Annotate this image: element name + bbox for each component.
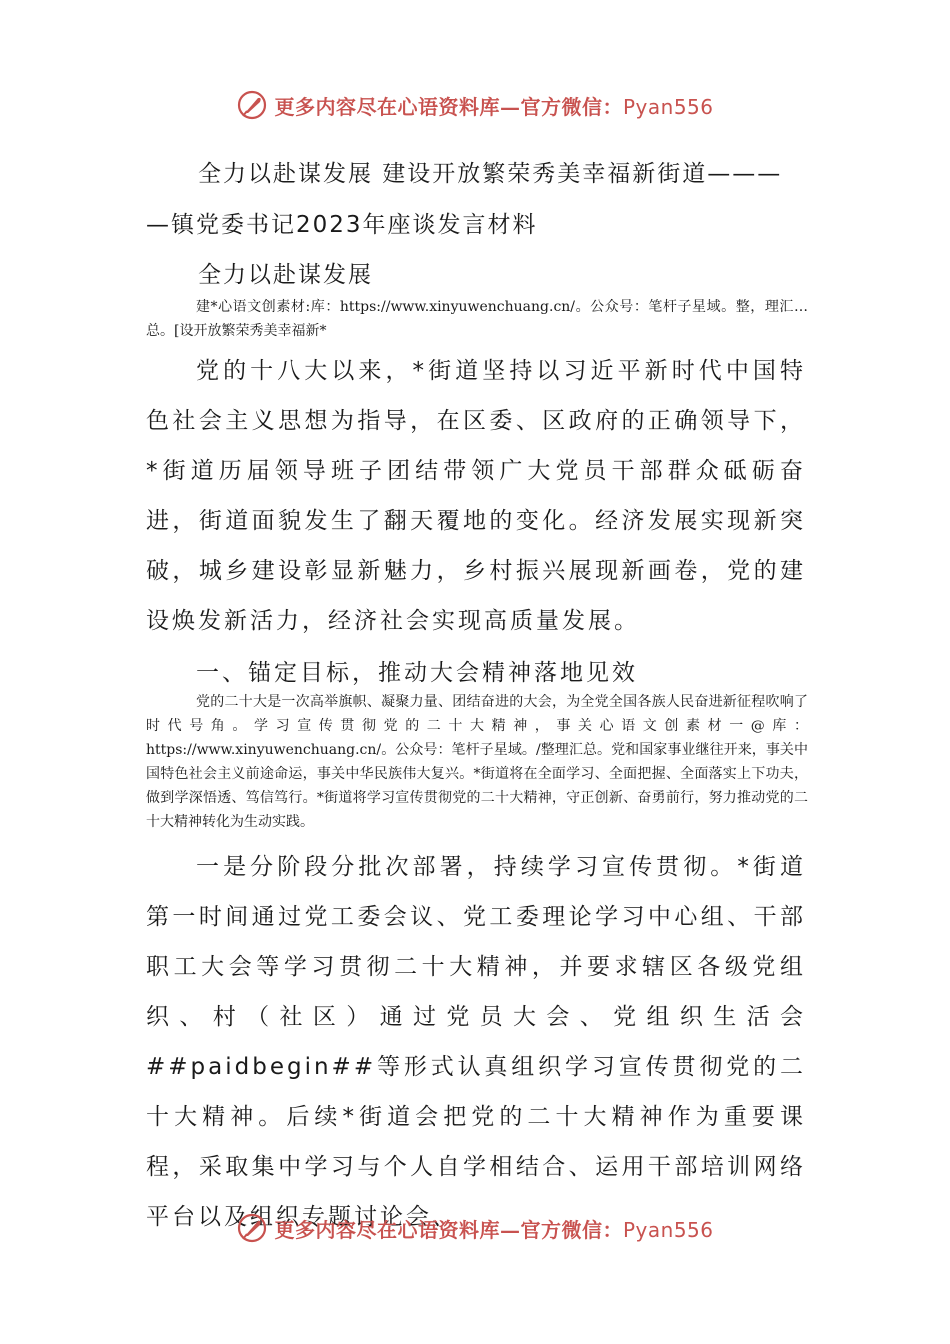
quill-logo-icon [236, 89, 268, 121]
paragraph-1: 党的十八大以来，*街道坚持以习近平新时代中国特色社会主义思想为指导，在区委、区政府的正确领导下，*街道历届领导班子团结带领广大党员干部群众砥砺奋进，街道面貌发生了翻天覆地的变化。经济发展实现新突破，城乡建设彰显新魅力，乡村振兴展现新画卷，党的建设焕发新活力，经济社会实现高质量发展。 [146, 358, 806, 634]
title-line-1: 全力以赴谋发展 建设开放繁荣秀美幸福新街道——— [198, 161, 783, 187]
watermark-banner-bottom [0, 1203, 950, 1253]
section-heading-1: 一、锚定目标，推动大会精神落地见效 [196, 660, 638, 686]
watermark-text: 更多内容尽在心语资料库—官方微信：Pyan556 [274, 94, 714, 119]
subtitle: 全力以赴谋发展 [198, 262, 373, 288]
small-paragraph-1: 建*心语文创素材:库：https://www.xinyuwenchuang.cn/。公众号：笔杆子星域。整，理汇…总。[设开放繁荣秀美幸福新* [146, 299, 808, 339]
small-paragraph-2: 党的二十大是一次高举旗帜、凝聚力量、团结奋进的大会，为全党全国各族人民奋进新征程吹响了时代号角。学习宣传贯彻党的二十大精神，事关心语文创素材一@库：https://www.xinyuwenchuang.cn/。公众号：笔杆子星域。/整理汇总。党和国家事业继往开来，事关中国特色社会主义前途命运，事关中华民族伟大复兴。*街道将在全面学习、全面把握、全面落实上下功夫，做到学深悟透、笃信笃行。*街道将学习宣传贯彻党的二十大精神，守正创新、奋勇前行，努力推动党的二十大精神转化为生动实践。 [146, 694, 808, 830]
title-line-2: —镇党委书记2023年座谈发言材料 [146, 212, 538, 238]
quill-logo-icon [236, 1212, 268, 1244]
paragraph-2: 一是分阶段分批次部署，持续学习宣传贯彻。*街道第一时间通过党工委会议、党工委理论学习中心组、干部职工大会等学习贯彻二十大精神，并要求辖区各级党组织、村（社区）通过党员大会、党组织生活会##paidbegin##等形式认真组织学习宣传贯彻党的二十大精神。后续*街道会把党的二十大精神作为重要课程，采取集中学习与个人自学相结合、运用干部培训网络平台以及组织专题讨论会、 [146, 854, 806, 1230]
watermark-text: 更多内容尽在心语资料库—官方微信：Pyan556 [274, 1217, 714, 1242]
watermark-banner-top [0, 80, 950, 130]
